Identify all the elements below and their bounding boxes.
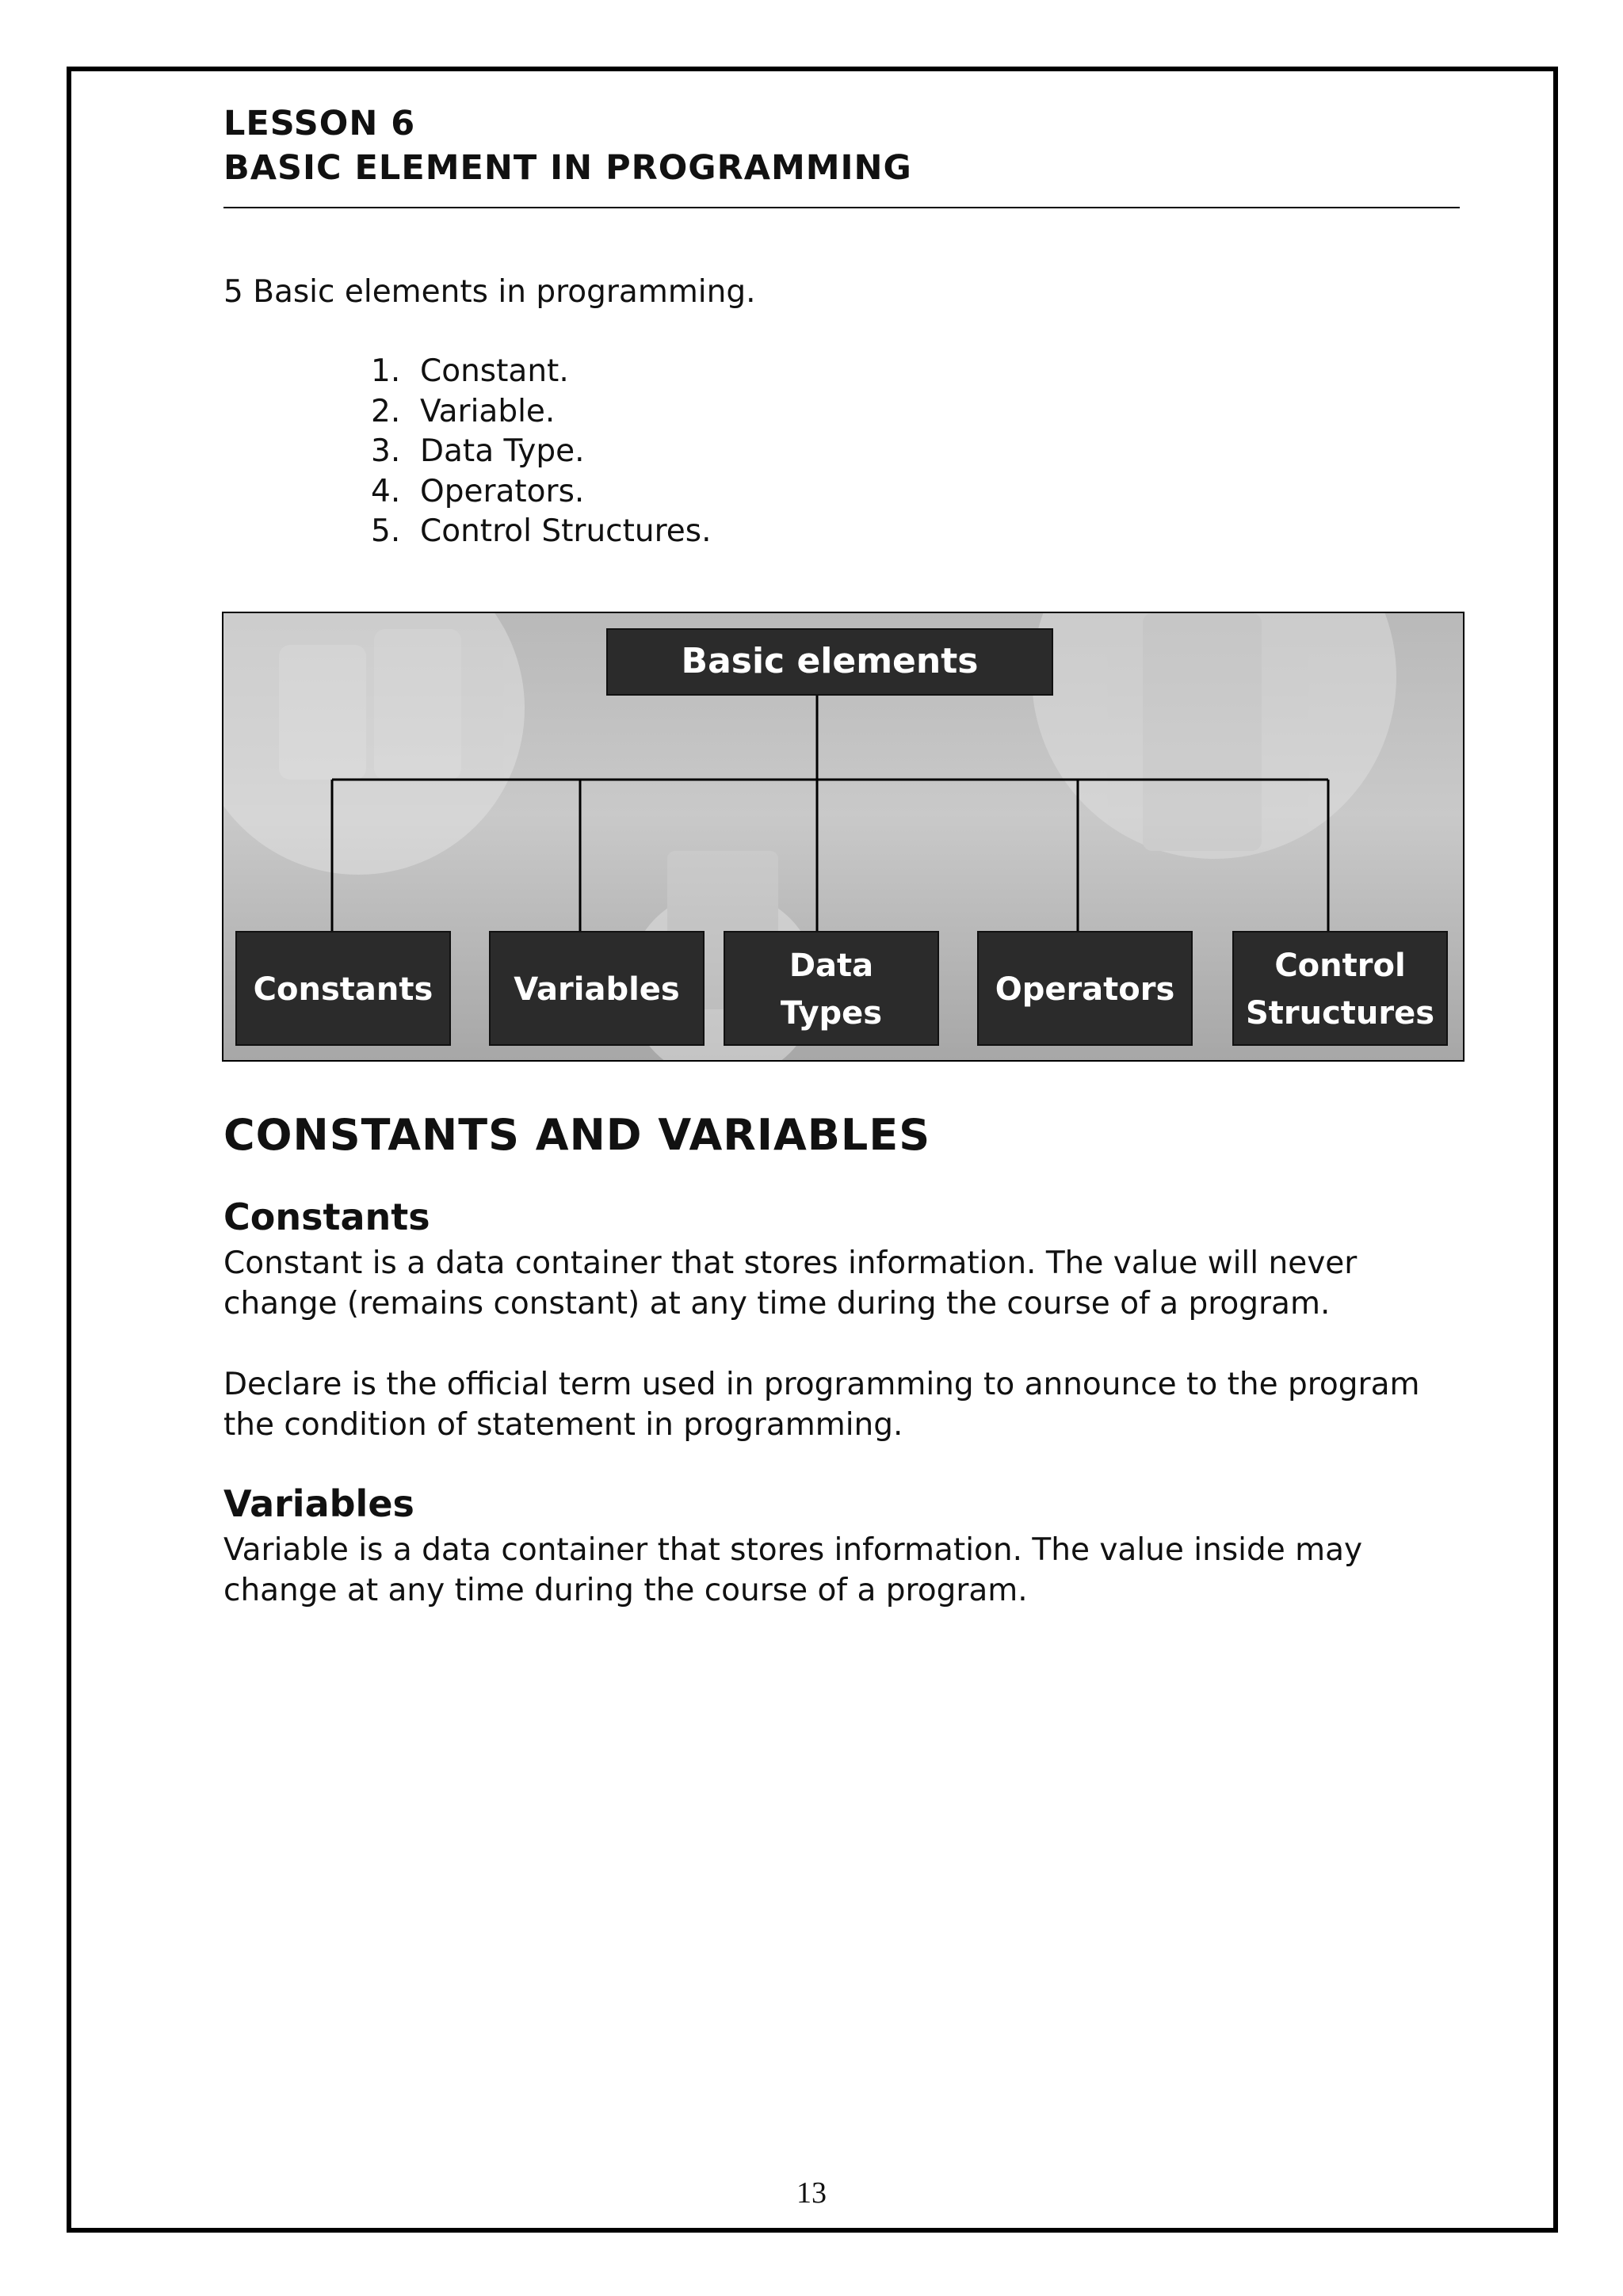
diagram-canvas — [223, 613, 1465, 1062]
lesson-header — [223, 101, 912, 190]
variables-paragraph: Variable is a data container that stores information. The value inside may change at any time during the course of a program. — [223, 1532, 1363, 1608]
list-item: 5. Control Structures. — [371, 513, 712, 549]
node-label: Constants — [253, 971, 433, 1008]
constants-paragraph: Constant is a data container that stores information. The value will never change (remains constant) at any time during the course of a program. — [223, 1245, 1358, 1322]
diagram-node-data-types — [724, 932, 938, 1045]
list-item: 4. Operators. — [371, 473, 585, 509]
root-label: Basic elements — [681, 641, 979, 681]
diagram-node-constants — [236, 932, 450, 1045]
declare-paragraph: Declare is the official term used in programming to announce to the program the condition of statement in programming. — [223, 1367, 1420, 1443]
variables-heading: Variables — [223, 1482, 414, 1525]
node-label: Operators — [995, 971, 1175, 1008]
node-label: Data — [789, 948, 874, 984]
diagram-node-variables — [490, 932, 704, 1045]
list-item: 1. Constant. — [371, 353, 569, 389]
elements-list — [371, 352, 712, 552]
diagram-root-node — [607, 629, 1052, 695]
basic-elements-diagram — [222, 612, 1465, 1062]
intro-text: 5 Basic elements in programming. — [223, 274, 756, 310]
node-label: Control — [1274, 948, 1406, 984]
list-item: 3. Data Type. — [371, 433, 585, 469]
node-label: Variables — [514, 971, 680, 1008]
lesson-title: BASIC ELEMENT IN PROGRAMMING — [223, 148, 912, 188]
diagram-node-operators — [978, 932, 1192, 1045]
node-label: Structures — [1245, 995, 1435, 1032]
header-rule — [223, 207, 1460, 208]
page-number: 13 — [796, 2176, 827, 2210]
diagram-node-control-structures — [1233, 932, 1447, 1045]
node-label: Types — [780, 995, 883, 1032]
section-title: CONSTANTS AND VARIABLES — [223, 1110, 931, 1160]
lesson-number: LESSON 6 — [223, 104, 416, 143]
list-item: 2. Variable. — [371, 393, 556, 429]
constants-heading: Constants — [223, 1196, 430, 1238]
